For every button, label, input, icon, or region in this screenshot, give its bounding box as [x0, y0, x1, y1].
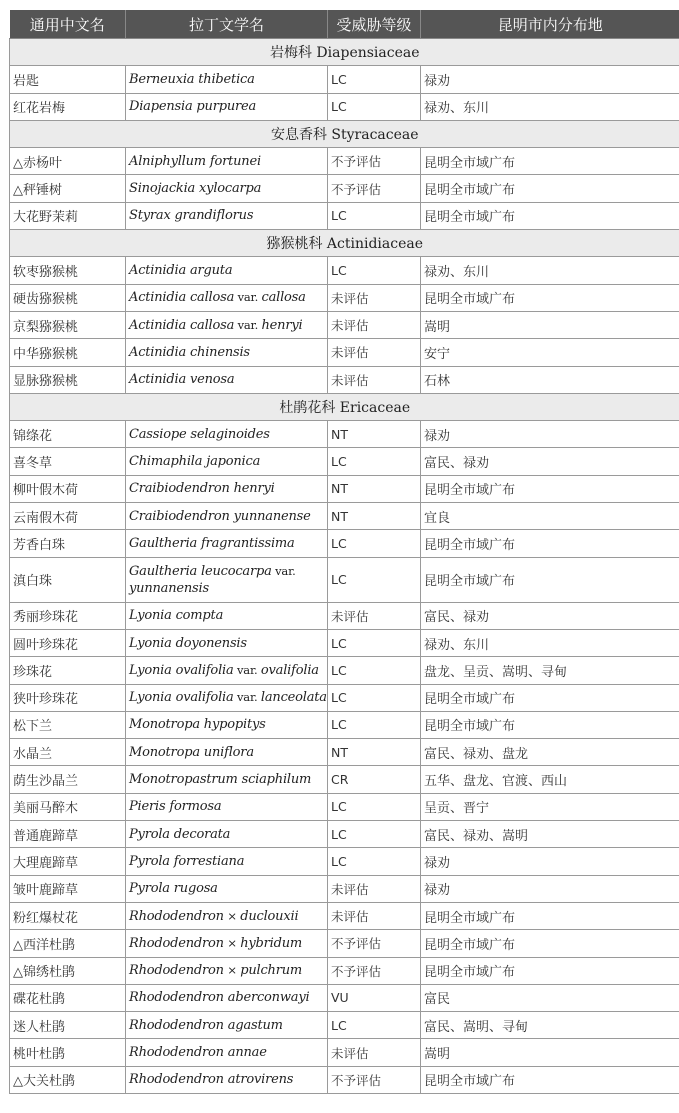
species-row: [10, 848, 679, 875]
common-name-cell: △大关杜鹃: [10, 1066, 126, 1093]
distribution-cell: 昆明全市域广布: [421, 902, 679, 929]
distribution-cell: 富民、禄劝、嵩明: [421, 821, 679, 848]
threat-level-cell: LC: [328, 557, 421, 602]
species-row: [10, 902, 679, 929]
threat-level-cell: LC: [328, 848, 421, 875]
latin-name-cell: [126, 930, 328, 957]
latin-name-part: Monotropastrum sciaphilum: [129, 772, 312, 788]
latin-name-part: Rhododendron: [129, 935, 224, 951]
threat-level-cell: LC: [328, 66, 421, 93]
species-row: [10, 684, 679, 711]
species-row: [10, 202, 679, 229]
species-row: [10, 602, 679, 629]
latin-name-part: yunnanensis: [129, 580, 209, 596]
common-name-cell: 柳叶假木荷: [10, 475, 126, 502]
latin-name-part: Pyrola decorata: [129, 826, 231, 842]
species-row: [10, 557, 679, 602]
distribution-cell: 石林: [421, 366, 679, 393]
latin-name-cell: [126, 148, 328, 175]
distribution-cell: 安宁: [421, 339, 679, 366]
threat-level-cell: VU: [328, 984, 421, 1011]
common-name-cell: 红花岩梅: [10, 93, 126, 120]
species-row: [10, 421, 679, 448]
latin-name-cell: [126, 421, 328, 448]
threat-level-cell: 未评估: [328, 1039, 421, 1066]
distribution-cell: 嵩明: [421, 1039, 679, 1066]
latin-name-part: henryi: [261, 317, 303, 333]
table-body: [10, 39, 679, 1094]
distribution-cell: 富民、嵩明、寻甸: [421, 1012, 679, 1039]
latin-name-cell: [126, 366, 328, 393]
species-row: [10, 1066, 679, 1093]
latin-rank-connector: ×: [223, 935, 241, 950]
latin-name-cell: [126, 93, 328, 120]
latin-name-cell: [126, 530, 328, 557]
species-row: [10, 766, 679, 793]
common-name-cell: 桃叶杜鹃: [10, 1039, 126, 1066]
distribution-cell: 盘龙、呈贡、嵩明、寻甸: [421, 657, 679, 684]
distribution-cell: 昆明全市域广布: [421, 475, 679, 502]
common-name-cell: △秤锤树: [10, 175, 126, 202]
common-name-cell: 锦绦花: [10, 421, 126, 448]
threat-level-cell: 未评估: [328, 366, 421, 393]
latin-name-cell: [126, 684, 328, 711]
distribution-cell: 昆明全市域广布: [421, 284, 679, 311]
species-row: [10, 66, 679, 93]
latin-name-part: lanceolata: [260, 690, 327, 706]
header-common-name: 通用中文名: [10, 10, 126, 39]
latin-name-part: Actinidia chinensis: [129, 344, 250, 360]
family-name: 猕猴桃科 Actinidiaceae: [10, 230, 679, 257]
distribution-cell: 昆明全市域广布: [421, 930, 679, 957]
distribution-cell: 昆明全市域广布: [421, 530, 679, 557]
threat-level-cell: 不予评估: [328, 1066, 421, 1093]
species-row: [10, 339, 679, 366]
threat-level-cell: 未评估: [328, 875, 421, 902]
common-name-cell: 云南假木荷: [10, 503, 126, 530]
common-name-cell: 迷人杜鹃: [10, 1012, 126, 1039]
distribution-cell: 富民: [421, 984, 679, 1011]
species-row: [10, 148, 679, 175]
latin-name-part: Actinidia venosa: [129, 372, 235, 388]
latin-name-cell: [126, 821, 328, 848]
common-name-cell: 普通鹿蹄草: [10, 821, 126, 848]
common-name-cell: 水晶兰: [10, 739, 126, 766]
table-header: [10, 10, 679, 39]
species-row: [10, 1012, 679, 1039]
common-name-cell: 中华猕猴桃: [10, 339, 126, 366]
threat-level-cell: LC: [328, 93, 421, 120]
latin-name-cell: [126, 311, 328, 338]
distribution-cell: 禄劝: [421, 421, 679, 448]
latin-name-cell: [126, 739, 328, 766]
threat-level-cell: NT: [328, 503, 421, 530]
latin-name-cell: [126, 339, 328, 366]
latin-name-part: Actinidia arguta: [129, 263, 233, 279]
common-name-cell: 喜冬草: [10, 448, 126, 475]
distribution-cell: 五华、盘龙、官渡、西山: [421, 766, 679, 793]
latin-name-cell: [126, 557, 328, 602]
latin-rank-connector: ×: [223, 908, 241, 923]
distribution-cell: 昆明全市域广布: [421, 711, 679, 738]
latin-name-cell: [126, 902, 328, 929]
latin-name-cell: [126, 711, 328, 738]
family-row: [10, 39, 679, 66]
latin-name-part: Pyrola rugosa: [129, 881, 218, 897]
latin-name-part: Chimaphila japonica: [129, 454, 261, 470]
common-name-cell: 粉红爆杖花: [10, 902, 126, 929]
threat-level-cell: LC: [328, 821, 421, 848]
species-row: [10, 984, 679, 1011]
species-row: [10, 448, 679, 475]
threat-level-cell: 未评估: [328, 339, 421, 366]
common-name-cell: △西洋杜鹃: [10, 930, 126, 957]
species-row: [10, 739, 679, 766]
threat-level-cell: LC: [328, 202, 421, 229]
threat-level-cell: CR: [328, 766, 421, 793]
species-row: [10, 1039, 679, 1066]
species-row: [10, 930, 679, 957]
latin-rank-connector: var.: [233, 662, 261, 677]
latin-name-part: callosa: [261, 290, 306, 306]
species-row: [10, 629, 679, 656]
latin-name-cell: [126, 629, 328, 656]
latin-name-part: Pyrola forrestiana: [129, 853, 245, 869]
threat-level-cell: 不予评估: [328, 930, 421, 957]
species-row: [10, 366, 679, 393]
latin-name-cell: [126, 448, 328, 475]
threat-level-cell: LC: [328, 657, 421, 684]
latin-name-part: Gaultheria fragrantissima: [129, 535, 295, 551]
common-name-cell: 软枣猕猴桃: [10, 257, 126, 284]
latin-name-cell: [126, 284, 328, 311]
threat-level-cell: LC: [328, 629, 421, 656]
threat-level-cell: 不予评估: [328, 148, 421, 175]
latin-name-part: Rhododendron annae: [129, 1045, 267, 1061]
common-name-cell: 珍珠花: [10, 657, 126, 684]
latin-name-part: Rhododendron: [129, 908, 224, 924]
distribution-cell: 富民、禄劝: [421, 448, 679, 475]
threat-level-cell: LC: [328, 530, 421, 557]
common-name-cell: 皱叶鹿蹄草: [10, 875, 126, 902]
latin-name-part: Rhododendron: [129, 963, 224, 979]
latin-name-part: Pieris formosa: [129, 799, 222, 815]
distribution-cell: 呈贡、晋宁: [421, 793, 679, 820]
common-name-cell: △锦绣杜鹃: [10, 957, 126, 984]
common-name-cell: 岩匙: [10, 66, 126, 93]
latin-name-cell: [126, 984, 328, 1011]
distribution-cell: 昆明全市域广布: [421, 684, 679, 711]
latin-name-part: Alniphyllum fortunei: [129, 153, 261, 169]
latin-name-cell: [126, 957, 328, 984]
distribution-cell: 昆明全市域广布: [421, 148, 679, 175]
latin-name-cell: [126, 766, 328, 793]
threat-level-cell: NT: [328, 739, 421, 766]
common-name-cell: 圆叶珍珠花: [10, 629, 126, 656]
family-row: [10, 120, 679, 147]
latin-name-cell: [126, 602, 328, 629]
distribution-cell: 昆明全市域广布: [421, 1066, 679, 1093]
distribution-cell: 富民、禄劝: [421, 602, 679, 629]
latin-name-part: Sinojackia xylocarpa: [129, 181, 262, 197]
latin-name-part: Monotropa hypopitys: [129, 717, 266, 733]
species-table: [9, 10, 679, 1094]
latin-name-part: Diapensia purpurea: [129, 99, 257, 115]
species-row: [10, 175, 679, 202]
threat-level-cell: 未评估: [328, 902, 421, 929]
distribution-cell: 禄劝: [421, 66, 679, 93]
species-row: [10, 503, 679, 530]
latin-name-cell: [126, 475, 328, 502]
distribution-cell: 昆明全市域广布: [421, 175, 679, 202]
latin-name-part: Actinidia callosa: [129, 317, 235, 333]
common-name-cell: 京梨猕猴桃: [10, 311, 126, 338]
family-row: [10, 393, 679, 420]
header-latin-name: 拉丁文学名: [126, 10, 328, 39]
species-row: [10, 311, 679, 338]
latin-rank-connector: var.: [233, 690, 261, 705]
distribution-cell: 富民、禄劝、盘龙: [421, 739, 679, 766]
species-row: [10, 657, 679, 684]
latin-name-part: duclouxii: [240, 908, 299, 924]
threat-level-cell: LC: [328, 793, 421, 820]
latin-name-cell: [126, 875, 328, 902]
latin-name-cell: [126, 1039, 328, 1066]
latin-name-part: Lyonia ovalifolia: [129, 662, 234, 678]
latin-name-part: Rhododendron aberconwayi: [129, 990, 310, 1006]
latin-name-part: hybridum: [240, 935, 303, 951]
distribution-cell: 禄劝: [421, 848, 679, 875]
threat-level-cell: LC: [328, 711, 421, 738]
latin-name-part: Cassiope selaginoides: [129, 426, 270, 442]
species-row: [10, 257, 679, 284]
latin-name-cell: [126, 657, 328, 684]
latin-name-part: ovalifolia: [260, 662, 319, 678]
distribution-cell: 昆明全市域广布: [421, 957, 679, 984]
threat-level-cell: LC: [328, 1012, 421, 1039]
common-name-cell: 秀丽珍珠花: [10, 602, 126, 629]
latin-name-part: Craibiodendron henryi: [129, 481, 275, 497]
threat-level-cell: NT: [328, 475, 421, 502]
distribution-cell: 嵩明: [421, 311, 679, 338]
latin-name-part: pulchrum: [240, 963, 303, 979]
common-name-cell: 大理鹿蹄草: [10, 848, 126, 875]
latin-name-cell: [126, 848, 328, 875]
threat-level-cell: NT: [328, 421, 421, 448]
latin-rank-connector: var.: [234, 317, 262, 332]
common-name-cell: △赤杨叶: [10, 148, 126, 175]
latin-name-part: Styrax grandiflorus: [129, 208, 254, 224]
common-name-cell: 滇白珠: [10, 557, 126, 602]
species-row: [10, 793, 679, 820]
latin-name-cell: [126, 1012, 328, 1039]
common-name-cell: 美丽马醉木: [10, 793, 126, 820]
latin-rank-connector: ×: [223, 963, 241, 978]
latin-name-part: Gaultheria leucocarpa: [129, 563, 272, 579]
latin-name-part: Lyonia ovalifolia: [129, 690, 234, 706]
common-name-cell: 硬齿猕猴桃: [10, 284, 126, 311]
latin-name-part: Actinidia callosa: [129, 290, 235, 306]
latin-name-part: Monotropa uniflora: [129, 744, 254, 760]
species-row: [10, 821, 679, 848]
distribution-cell: 禄劝: [421, 875, 679, 902]
species-row: [10, 530, 679, 557]
header-row: [10, 10, 679, 39]
distribution-cell: 禄劝、东川: [421, 629, 679, 656]
header-threat-level: 受威胁等级: [328, 10, 421, 39]
latin-name-cell: [126, 202, 328, 229]
common-name-cell: 碟花杜鹃: [10, 984, 126, 1011]
latin-name-part: Craibiodendron yunnanense: [129, 508, 311, 524]
threat-level-cell: 未评估: [328, 602, 421, 629]
latin-name-part: Lyonia doyonensis: [129, 635, 247, 651]
common-name-cell: 松下兰: [10, 711, 126, 738]
distribution-cell: 宜良: [421, 503, 679, 530]
latin-name-cell: [126, 793, 328, 820]
species-row: [10, 711, 679, 738]
common-name-cell: 大花野茉莉: [10, 202, 126, 229]
distribution-cell: 昆明全市域广布: [421, 202, 679, 229]
family-name: 安息香科 Styracaceae: [10, 120, 679, 147]
latin-name-cell: [126, 175, 328, 202]
threat-level-cell: LC: [328, 448, 421, 475]
latin-rank-connector: var.: [271, 563, 296, 578]
latin-name-cell: [126, 257, 328, 284]
species-row: [10, 93, 679, 120]
species-row: [10, 875, 679, 902]
header-distribution: 昆明市内分布地: [421, 10, 679, 39]
species-row: [10, 284, 679, 311]
distribution-cell: 禄劝、东川: [421, 93, 679, 120]
family-row: [10, 230, 679, 257]
latin-rank-connector: var.: [234, 290, 262, 305]
threat-level-cell: 不予评估: [328, 175, 421, 202]
latin-name-cell: [126, 66, 328, 93]
latin-name-part: Rhododendron agastum: [129, 1017, 283, 1033]
threat-level-cell: LC: [328, 257, 421, 284]
distribution-cell: 禄劝、东川: [421, 257, 679, 284]
common-name-cell: 显脉猕猴桃: [10, 366, 126, 393]
species-row: [10, 475, 679, 502]
common-name-cell: 狭叶珍珠花: [10, 684, 126, 711]
family-name: 岩梅科 Diapensiaceae: [10, 39, 679, 66]
threat-level-cell: LC: [328, 684, 421, 711]
latin-name-cell: [126, 503, 328, 530]
distribution-cell: 昆明全市域广布: [421, 557, 679, 602]
latin-name-cell: [126, 1066, 328, 1093]
common-name-cell: 芳香白珠: [10, 530, 126, 557]
latin-name-part: Rhododendron atrovirens: [129, 1072, 294, 1088]
latin-name-part: Lyonia compta: [129, 608, 224, 624]
species-row: [10, 957, 679, 984]
common-name-cell: 荫生沙晶兰: [10, 766, 126, 793]
latin-name-part: Berneuxia thibetica: [129, 71, 255, 87]
family-name: 杜鹃花科 Ericaceae: [10, 393, 679, 420]
threat-level-cell: 未评估: [328, 284, 421, 311]
threat-level-cell: 不予评估: [328, 957, 421, 984]
threat-level-cell: 未评估: [328, 311, 421, 338]
